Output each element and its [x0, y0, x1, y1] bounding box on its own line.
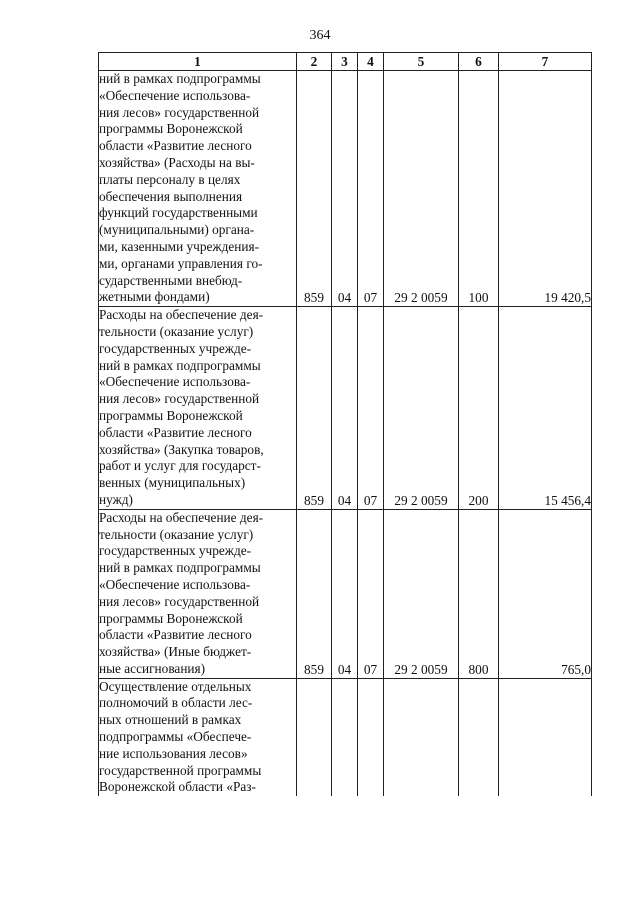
description-line: ния лесов» государственной	[99, 104, 260, 120]
description-line: ний в рамках подпрограммы	[99, 71, 261, 86]
expense-type-code: 100	[459, 71, 499, 307]
description-line: тельности (оказание услуг)	[99, 526, 254, 542]
description-line: Расходы на обеспечение дея-	[99, 307, 264, 323]
target-article-code: 29 2 0059	[384, 71, 459, 307]
description-line: хозяйства» (Иные бюджет-	[99, 644, 252, 660]
row-description	[99, 678, 297, 796]
description-line: ние использования лесов»	[99, 745, 248, 761]
ministry-code: 859	[297, 509, 332, 678]
expense-type-code: 800	[459, 509, 499, 678]
description-line: ми, органами управления го-	[99, 255, 263, 271]
table-row	[99, 307, 592, 510]
amount: 765,0	[499, 509, 592, 678]
description-line: (муниципальными) органа-	[99, 222, 255, 238]
description-line: «Обеспечение использова-	[99, 576, 251, 592]
description-line: государственной программы	[99, 762, 262, 778]
target-article-code: 29 2 0059	[384, 509, 459, 678]
description-line: Воронежской области «Раз-	[99, 779, 256, 795]
description-line: ний в рамках подпрограммы	[99, 560, 261, 576]
description-line: полномочий в области лес-	[99, 695, 253, 711]
amount: 15 456,4	[499, 307, 592, 510]
description-line: ния лесов» государственной	[99, 391, 260, 407]
description-line: хозяйства» (Закупка товаров,	[99, 441, 264, 457]
description-line: ния лесов» государственной	[99, 593, 260, 609]
description-line: хозяйства» (Расходы на вы-	[99, 154, 255, 170]
description-line: программы Воронежской	[99, 610, 243, 626]
column-header-5: 5	[384, 53, 459, 71]
row-description	[99, 71, 297, 307]
description-line: функций государственными	[99, 205, 258, 221]
target-article-code: 29 2 0059	[384, 307, 459, 510]
description-line: ний в рамках подпрограммы	[99, 357, 261, 373]
ministry-code: 859	[297, 307, 332, 510]
description-line: платы персоналу в целях	[99, 171, 241, 187]
expense-type-code: 200	[459, 307, 499, 510]
table-row	[99, 509, 592, 678]
subsection-code: 07	[358, 509, 384, 678]
page-number: 364	[309, 28, 331, 43]
description-line: работ и услуг для государст-	[99, 458, 261, 474]
row-description	[99, 307, 297, 510]
description-line: Расходы на обеспечение дея-	[99, 509, 264, 525]
description-line: ные ассигнования)	[99, 660, 206, 676]
section-code: 04	[332, 307, 358, 510]
description-line: программы Воронежской	[99, 121, 243, 137]
section-code: 04	[332, 71, 358, 307]
table-row	[99, 678, 592, 796]
section-code: 04	[332, 509, 358, 678]
column-header-4: 4	[358, 53, 384, 71]
subsection-code: 07	[358, 307, 384, 510]
target-article-code	[384, 678, 459, 796]
section-code	[332, 678, 358, 796]
description-line: области «Развитие лесного	[99, 424, 252, 440]
amount: 19 420,5	[499, 71, 592, 307]
expense-type-code	[459, 678, 499, 796]
description-line: венных (муниципальных)	[99, 475, 246, 491]
description-line: тельности (оказание услуг)	[99, 323, 254, 339]
description-line: ных отношений в рамках	[99, 712, 242, 728]
table-row	[99, 71, 592, 307]
description-line: Осуществление отдельных	[99, 678, 252, 694]
column-header-2: 2	[297, 53, 332, 71]
row-description	[99, 509, 297, 678]
column-header-3: 3	[332, 53, 358, 71]
description-line: «Обеспечение использова-	[99, 87, 251, 103]
description-line: жетными фондами)	[99, 289, 210, 305]
header-row	[99, 53, 592, 71]
budget-table	[98, 52, 592, 796]
column-header-7: 7	[499, 53, 592, 71]
description-line: области «Развитие лесного	[99, 138, 252, 154]
description-line: нужд)	[99, 491, 133, 507]
description-line: государственных учрежде-	[99, 543, 252, 559]
ministry-code	[297, 678, 332, 796]
column-header-6: 6	[459, 53, 499, 71]
description-line: подпрограммы «Обеспече-	[99, 729, 252, 745]
description-line: государственных учрежде-	[99, 340, 252, 356]
description-line: обеспечения выполнения	[99, 188, 243, 204]
amount	[499, 678, 592, 796]
description-line: сударственными внебюд-	[99, 272, 243, 288]
ministry-code: 859	[297, 71, 332, 307]
description-line: программы Воронежской	[99, 407, 243, 423]
description-line: «Обеспечение использова-	[99, 374, 251, 390]
subsection-code: 07	[358, 71, 384, 307]
description-line: ми, казенными учреждения-	[99, 238, 260, 254]
column-header-1: 1	[99, 53, 297, 71]
description-line: области «Развитие лесного	[99, 627, 252, 643]
subsection-code	[358, 678, 384, 796]
